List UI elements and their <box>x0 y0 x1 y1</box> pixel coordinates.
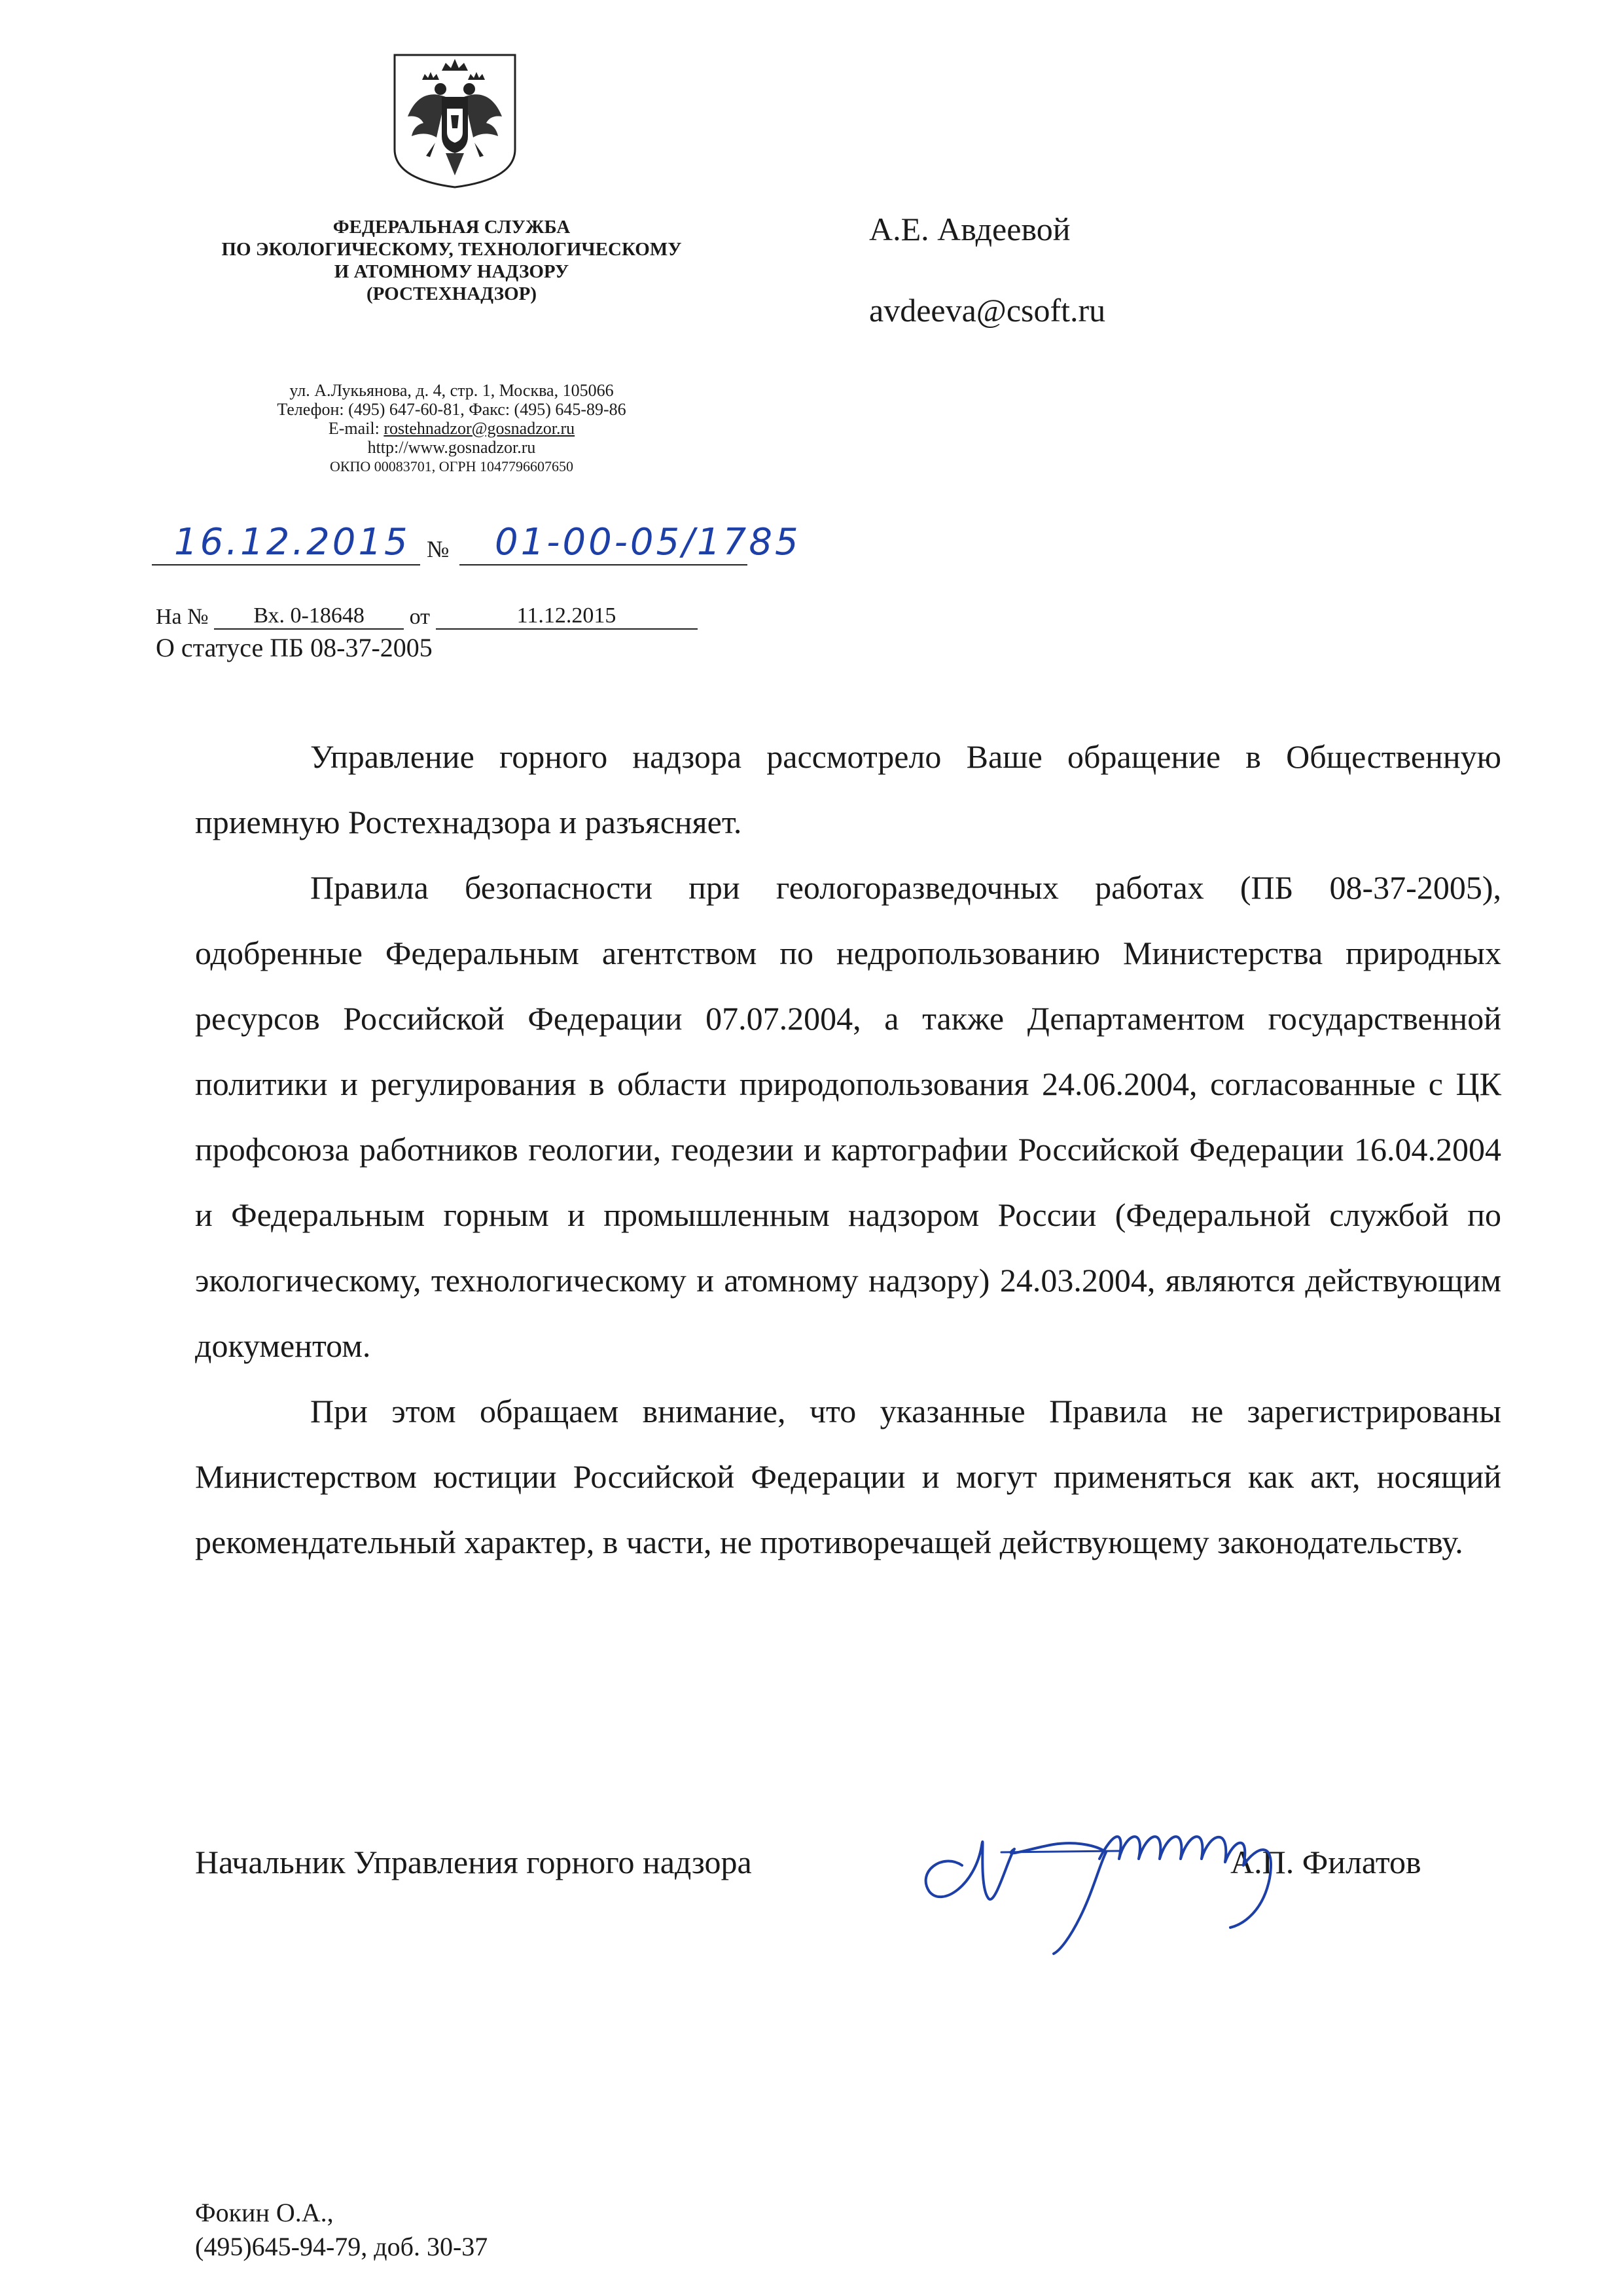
org-codes: ОКПО 00083701, ОГРН 1047796607650 <box>329 458 574 475</box>
coat-of-arms-emblem <box>389 51 520 190</box>
body-paragraph: Управление горного надзора рассмотрело Ваше обращение в Общественную приемную Ростехнадзора и разъясняет. <box>195 738 1501 840</box>
organization-contacts <box>196 381 707 476</box>
org-line: И АТОМНОМУ НАДЗОРУ <box>334 261 569 282</box>
body-paragraph: Правила безопасности при геологоразведочных работах (ПБ 08-37-2005), одобренные Федеральным агентством по недропользованию Министерства природных ресурсов Российской Федерации 07.07.2004, а также Департаментом государственной политики и регулирования в области природопользования 24.06.2004, согласованные с ЦК профсоюза работников геологии, геодезии и картографии Российской Федерации 16.04.2004 и Федеральным горным и промышленным надзором России (Федеральной службой по экологическому, технологическому и атомному надзору) 24.03.2004, являются действующим документом. <box>195 869 1501 1364</box>
org-address: ул. А.Лукьянова, д. 4, стр. 1, Москва, 105066 <box>289 381 614 400</box>
org-website-link[interactable]: http://www.gosnadzor.ru <box>367 438 536 457</box>
body-paragraph: При этом обращаем внимание, что указанные Правила не зарегистрированы Министерством юстиции Российской Федерации и могут применяться как акт, носящий рекомендательный характер, в части, не противоречащей действующему законодательству. <box>195 1393 1501 1560</box>
handwritten-signature <box>903 1787 1348 1964</box>
reply-number-label: На № <box>156 605 209 629</box>
registration-date-line <box>152 517 420 565</box>
org-line: ПО ЭКОЛОГИЧЕСКОМУ, ТЕХНОЛОГИЧЕСКОМУ <box>221 239 682 260</box>
executor-name: Фокин О.А., <box>195 2198 334 2227</box>
signatory-position: Начальник Управления горного надзора <box>195 1844 752 1880</box>
recipient-block <box>869 209 1105 330</box>
org-email-link[interactable]: rostehnadzor@gosnadzor.ru <box>383 419 575 438</box>
recipient-email: avdeeva@csoft.ru <box>869 292 1106 329</box>
incoming-date: 11.12.2015 <box>436 603 698 630</box>
executor-phone: (495)645-94-79, доб. 30-37 <box>195 2232 488 2261</box>
executor-block <box>195 2196 488 2264</box>
incoming-number: Вх. 0-18648 <box>214 603 404 630</box>
org-phone: Телефон: (495) 647-60-81, Факс: (495) 645-89-86 <box>277 400 626 419</box>
letter-body <box>195 724 1501 1575</box>
letter-subject: О статусе ПБ 08-37-2005 <box>156 633 433 662</box>
org-line: ФЕДЕРАЛЬНАЯ СЛУЖБА <box>332 217 571 238</box>
registration-number: 01-00-05/1785 <box>495 521 801 564</box>
org-email-label: E-mail: <box>328 419 384 438</box>
org-line: (РОСТЕХНАДЗОР) <box>366 283 537 304</box>
registration-number-line <box>459 517 801 565</box>
registration-date: 16.12.2015 <box>174 521 410 564</box>
registration-number-label: № <box>427 536 450 562</box>
org-email-row <box>196 419 707 438</box>
reply-reference <box>156 603 698 630</box>
recipient-name: А.Е. Авдеевой <box>869 211 1071 247</box>
signatory-name: А.П. Филатов <box>1230 1844 1421 1880</box>
organization-name <box>157 216 746 305</box>
reply-date-label: от <box>409 605 431 629</box>
